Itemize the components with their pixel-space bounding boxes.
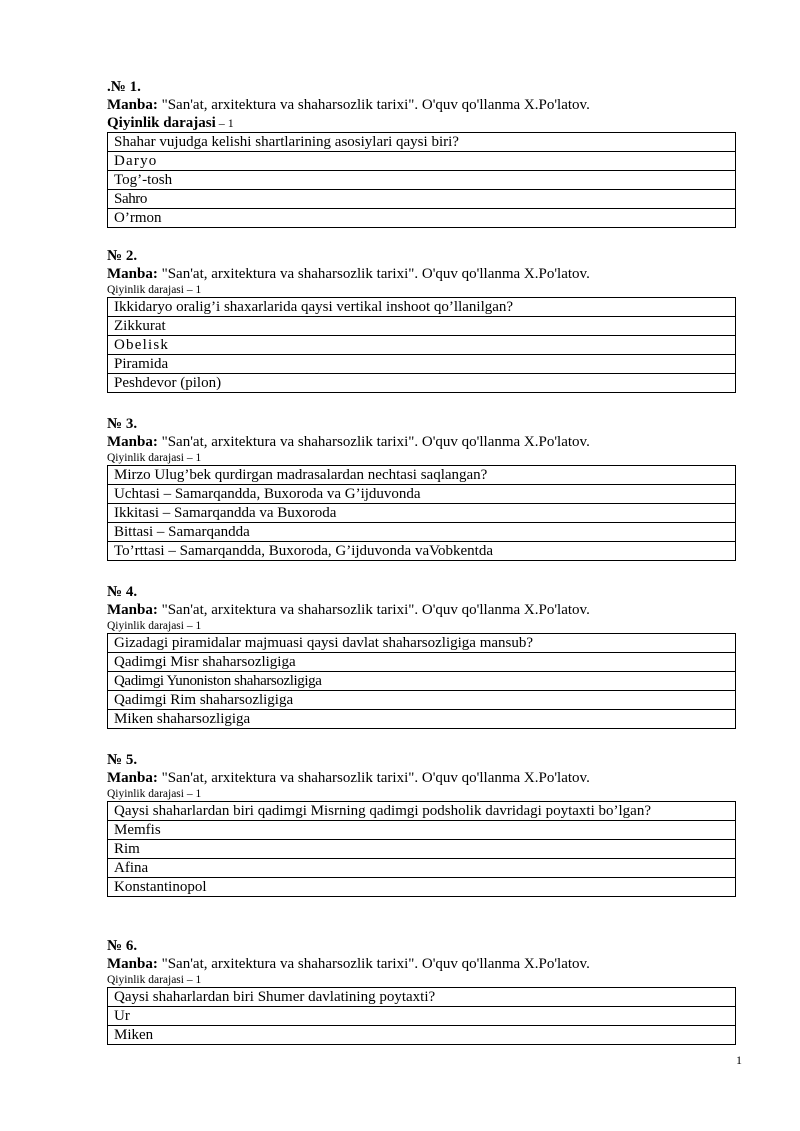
answer-option: Peshdevor (pilon) (108, 374, 736, 393)
answer-option: Qadimgi Rim shaharsozligiga (108, 691, 736, 710)
answer-option: Obelisk (108, 336, 736, 355)
question-table (107, 465, 736, 561)
question-number: .№ 1. (107, 79, 141, 95)
answer-option: Qadimgi Misr shaharsozligiga (108, 653, 736, 672)
question-block-2 (107, 247, 736, 393)
question-table (107, 801, 736, 897)
answer-option: Rim (108, 840, 736, 859)
answer-option: Memfis (108, 821, 736, 840)
difficulty-label: Qiyinlik darajasi (107, 115, 216, 131)
difficulty-line: Qiyinlik darajasi – 1 (107, 620, 202, 632)
answer-option: Bittasi – Samarqandda (108, 523, 736, 542)
question-block-6 (107, 937, 736, 1045)
answer-option: Konstantinopol (108, 878, 736, 897)
answer-option: Ur (108, 1007, 736, 1026)
source-text: "San'at, arxitektura va shaharsozlik tarixi". O'quv qo'llanma X.Po'latov. (157, 97, 590, 113)
question-text: Qaysi shaharlardan biri qadimgi Misrning qadimgi podsholik davridagi poytaxti bo’lgan? (108, 802, 736, 821)
answer-option: Sahro (108, 190, 736, 209)
question-text: Qaysi shaharlardan biri Shumer davlatining poytaxti? (108, 988, 736, 1007)
source-label: Manba: (107, 434, 158, 450)
difficulty-value: – 1 (215, 116, 234, 130)
question-text: Gizadagi piramidalar majmuasi qaysi davlat shaharsozligiga mansub? (108, 634, 736, 653)
answer-option: Ikkitasi – Samarqandda va Buxoroda (108, 504, 736, 523)
page-number: 1 (736, 1053, 742, 1067)
source-text: "San'at, arxitektura va shaharsozlik tarixi". O'quv qo'llanma X.Po'latov. (157, 956, 590, 972)
question-number: № 3. (107, 416, 138, 432)
question-block-1 (107, 78, 736, 228)
question-block-3 (107, 415, 736, 561)
source-line (107, 769, 736, 787)
question-table (107, 987, 736, 1045)
question-number: № 4. (107, 584, 138, 600)
difficulty-line (107, 114, 736, 132)
question-text: Shahar vujudga kelishi shartlarining asosiylari qaysi biri? (108, 133, 736, 152)
difficulty-line: Qiyinlik darajasi – 1 (107, 284, 202, 296)
question-text: Mirzo Ulug’bek qurdirgan madrasalardan nechtasi saqlangan? (108, 466, 736, 485)
difficulty-line: Qiyinlik darajasi – 1 (107, 788, 202, 800)
question-block-4 (107, 583, 736, 729)
question-table (107, 633, 736, 729)
source-text: "San'at, arxitektura va shaharsozlik tarixi". O'quv qo'llanma X.Po'latov. (157, 266, 590, 282)
source-text: "San'at, arxitektura va shaharsozlik tarixi". O'quv qo'llanma X.Po'latov. (157, 434, 590, 450)
question-table (107, 132, 736, 228)
answer-option: Miken (108, 1026, 736, 1045)
question-number: № 6. (107, 938, 138, 954)
question-text: Ikkidaryo oralig’i shaxarlarida qaysi vertikal inshoot qo’llanilgan? (108, 298, 736, 317)
question-number: № 5. (107, 752, 138, 768)
source-label: Manba: (107, 97, 158, 113)
answer-option: Daryo (108, 152, 736, 171)
question-block-5 (107, 751, 736, 897)
answer-option: Uchtasi – Samarqandda, Buxoroda va G’ijduvonda (108, 485, 736, 504)
source-text: "San'at, arxitektura va shaharsozlik tarixi". O'quv qo'llanma X.Po'latov. (157, 602, 590, 618)
source-label: Manba: (107, 602, 158, 618)
source-line (107, 601, 736, 619)
source-line (107, 96, 736, 114)
source-label: Manba: (107, 770, 158, 786)
source-line (107, 955, 736, 973)
difficulty-line: Qiyinlik darajasi – 1 (107, 452, 202, 464)
difficulty-line: Qiyinlik darajasi – 1 (107, 974, 202, 986)
source-line (107, 265, 736, 283)
question-table (107, 297, 736, 393)
answer-option: Piramida (108, 355, 736, 374)
source-line (107, 433, 736, 451)
question-number: № 2. (107, 248, 138, 264)
answer-option: Afina (108, 859, 736, 878)
answer-option: To’rttasi – Samarqandda, Buxoroda, G’ijduvonda vaVobkentda (108, 542, 736, 561)
answer-option: Qadimgi Yunoniston shaharsozligiga (108, 672, 736, 691)
source-label: Manba: (107, 956, 158, 972)
answer-option: Zikkurat (108, 317, 736, 336)
answer-option: O’rmon (108, 209, 736, 228)
answer-option: Tog’-tosh (108, 171, 736, 190)
source-text: "San'at, arxitektura va shaharsozlik tarixi". O'quv qo'llanma X.Po'latov. (157, 770, 590, 786)
answer-option: Miken shaharsozligiga (108, 710, 736, 729)
source-label: Manba: (107, 266, 158, 282)
